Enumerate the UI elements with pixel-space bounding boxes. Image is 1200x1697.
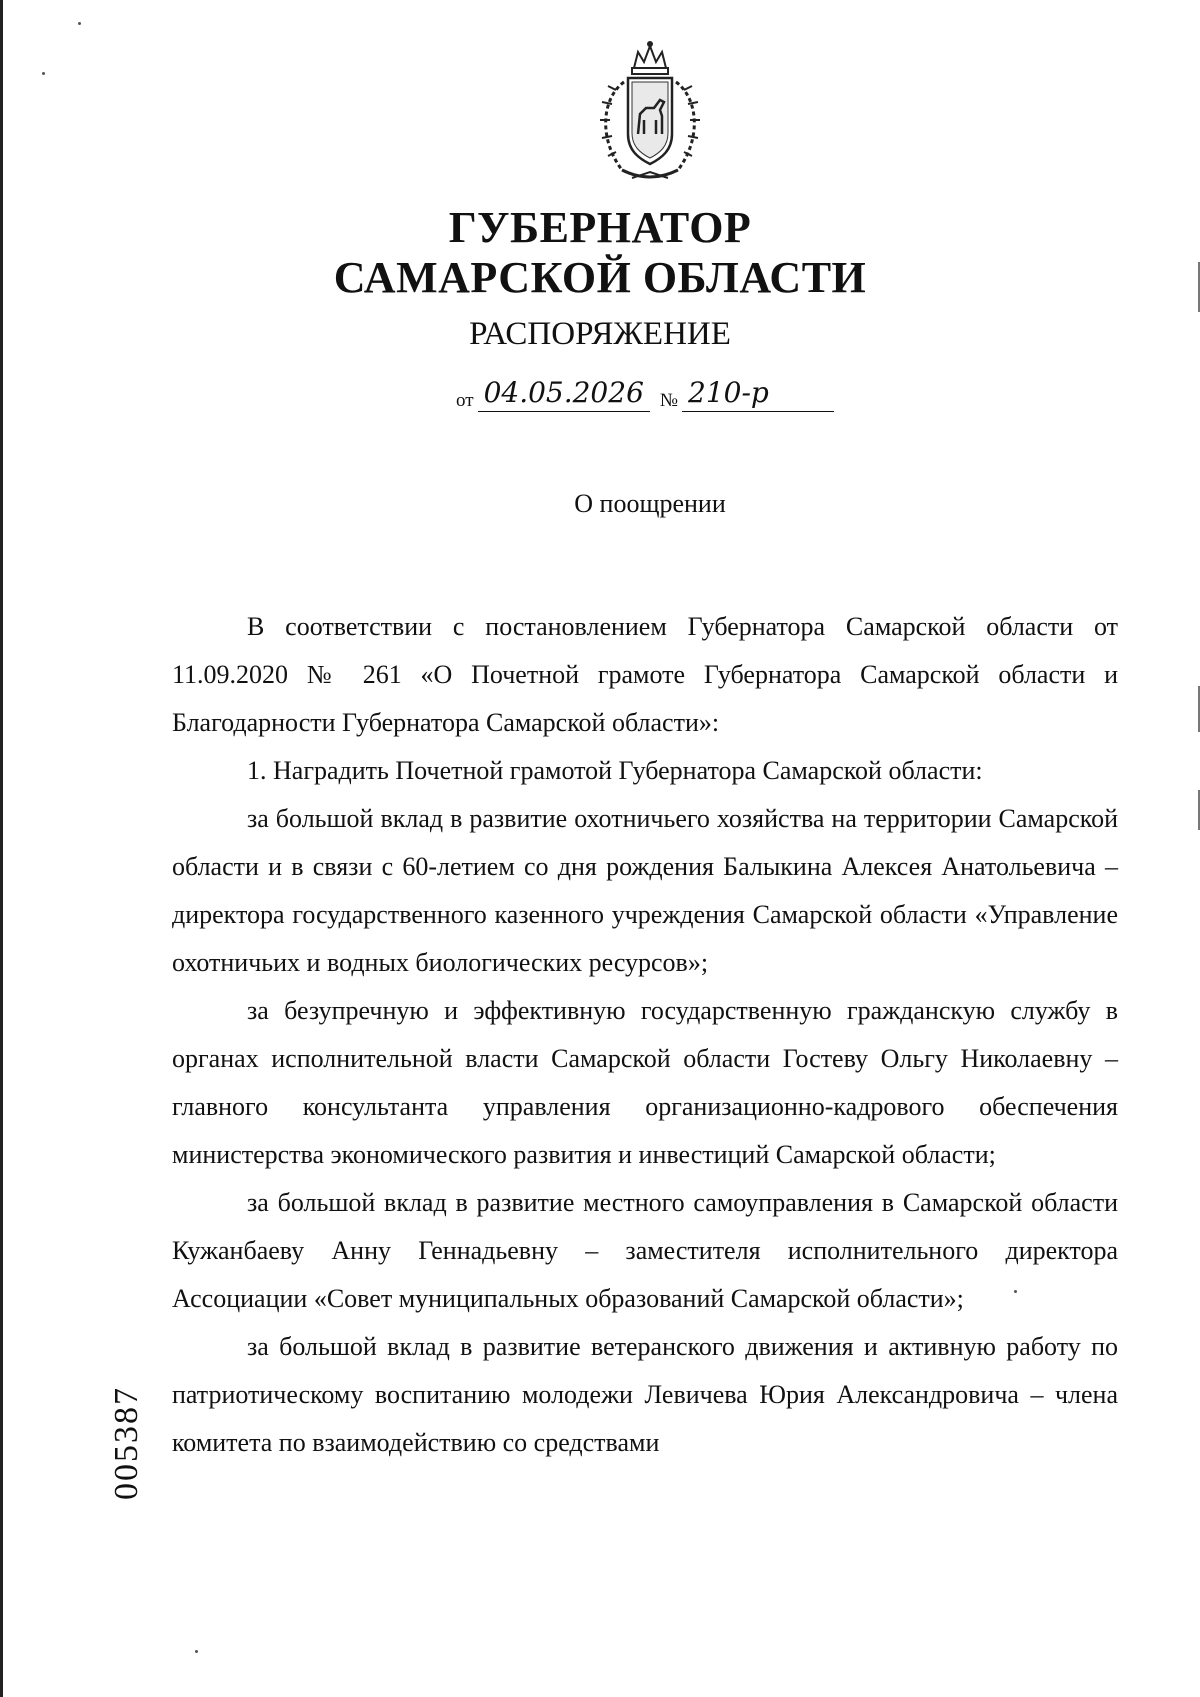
award-clause: 1. Наградить Почетной грамотой Губернатора Самарской области: [247, 756, 983, 785]
scan-dot [42, 72, 45, 75]
authority-title-line1: ГУБЕРНАТОР [448, 203, 752, 252]
handwritten-number: 210-р [682, 377, 834, 412]
award-item: за большой вклад в развитие ветеранского движения и активную работу по патриотическому воспитанию молодежи Левичева Юрия Александровича – члена комитета по взаимодействию со средствами [172, 1332, 1118, 1457]
document-type: РАСПОРЯЖЕНИЕ [469, 316, 731, 352]
preamble-paragraph: В соответствии с постановлением Губернатора Самарской области от 11.09.2020 № 261 «О Почетной грамоте Губернатора Самарской области и Благодарности Губернатора Самарской области»: [172, 612, 1118, 737]
date-prefix: от [456, 390, 474, 411]
document-body [172, 603, 1118, 1467]
registration-number: 005387 [108, 1386, 145, 1500]
award-item: за безупречную и эффективную государственную гражданскую службу в органах исполнительной власти Самарской области Гостеву Ольгу Николаевну – главного консультанта управления организационно-кадрового обеспечения министерства экономического развития и инвестиций Самарской области; [172, 996, 1118, 1169]
authority-title-line2: САМАРСКОЙ ОБЛАСТИ [333, 253, 867, 302]
scan-dot [78, 22, 81, 25]
scan-dot [195, 1650, 198, 1653]
number-prefix: № [659, 390, 679, 411]
award-item: за большой вклад в развитие охотничьего хозяйства на территории Самарской области и в связи с 60-летием со дня рождения Балыкина Алексея Анатольевича – директора государственного казенного учреждения Самарской области «Управление охотничьих и водных биологических ресурсов»; [172, 804, 1118, 977]
coat-of-arms-icon [582, 38, 718, 186]
handwritten-date: 04.05.2026 [478, 377, 650, 412]
award-item: за большой вклад в развитие местного самоуправления в Самарской области Кужанбаеву Анну Геннадьевну – заместителя исполнительного директора Ассоциации «Совет муниципальных образований Самарской области»; [172, 1188, 1118, 1313]
date-number-line [456, 370, 834, 412]
document-subject: О поощрении [574, 489, 726, 518]
